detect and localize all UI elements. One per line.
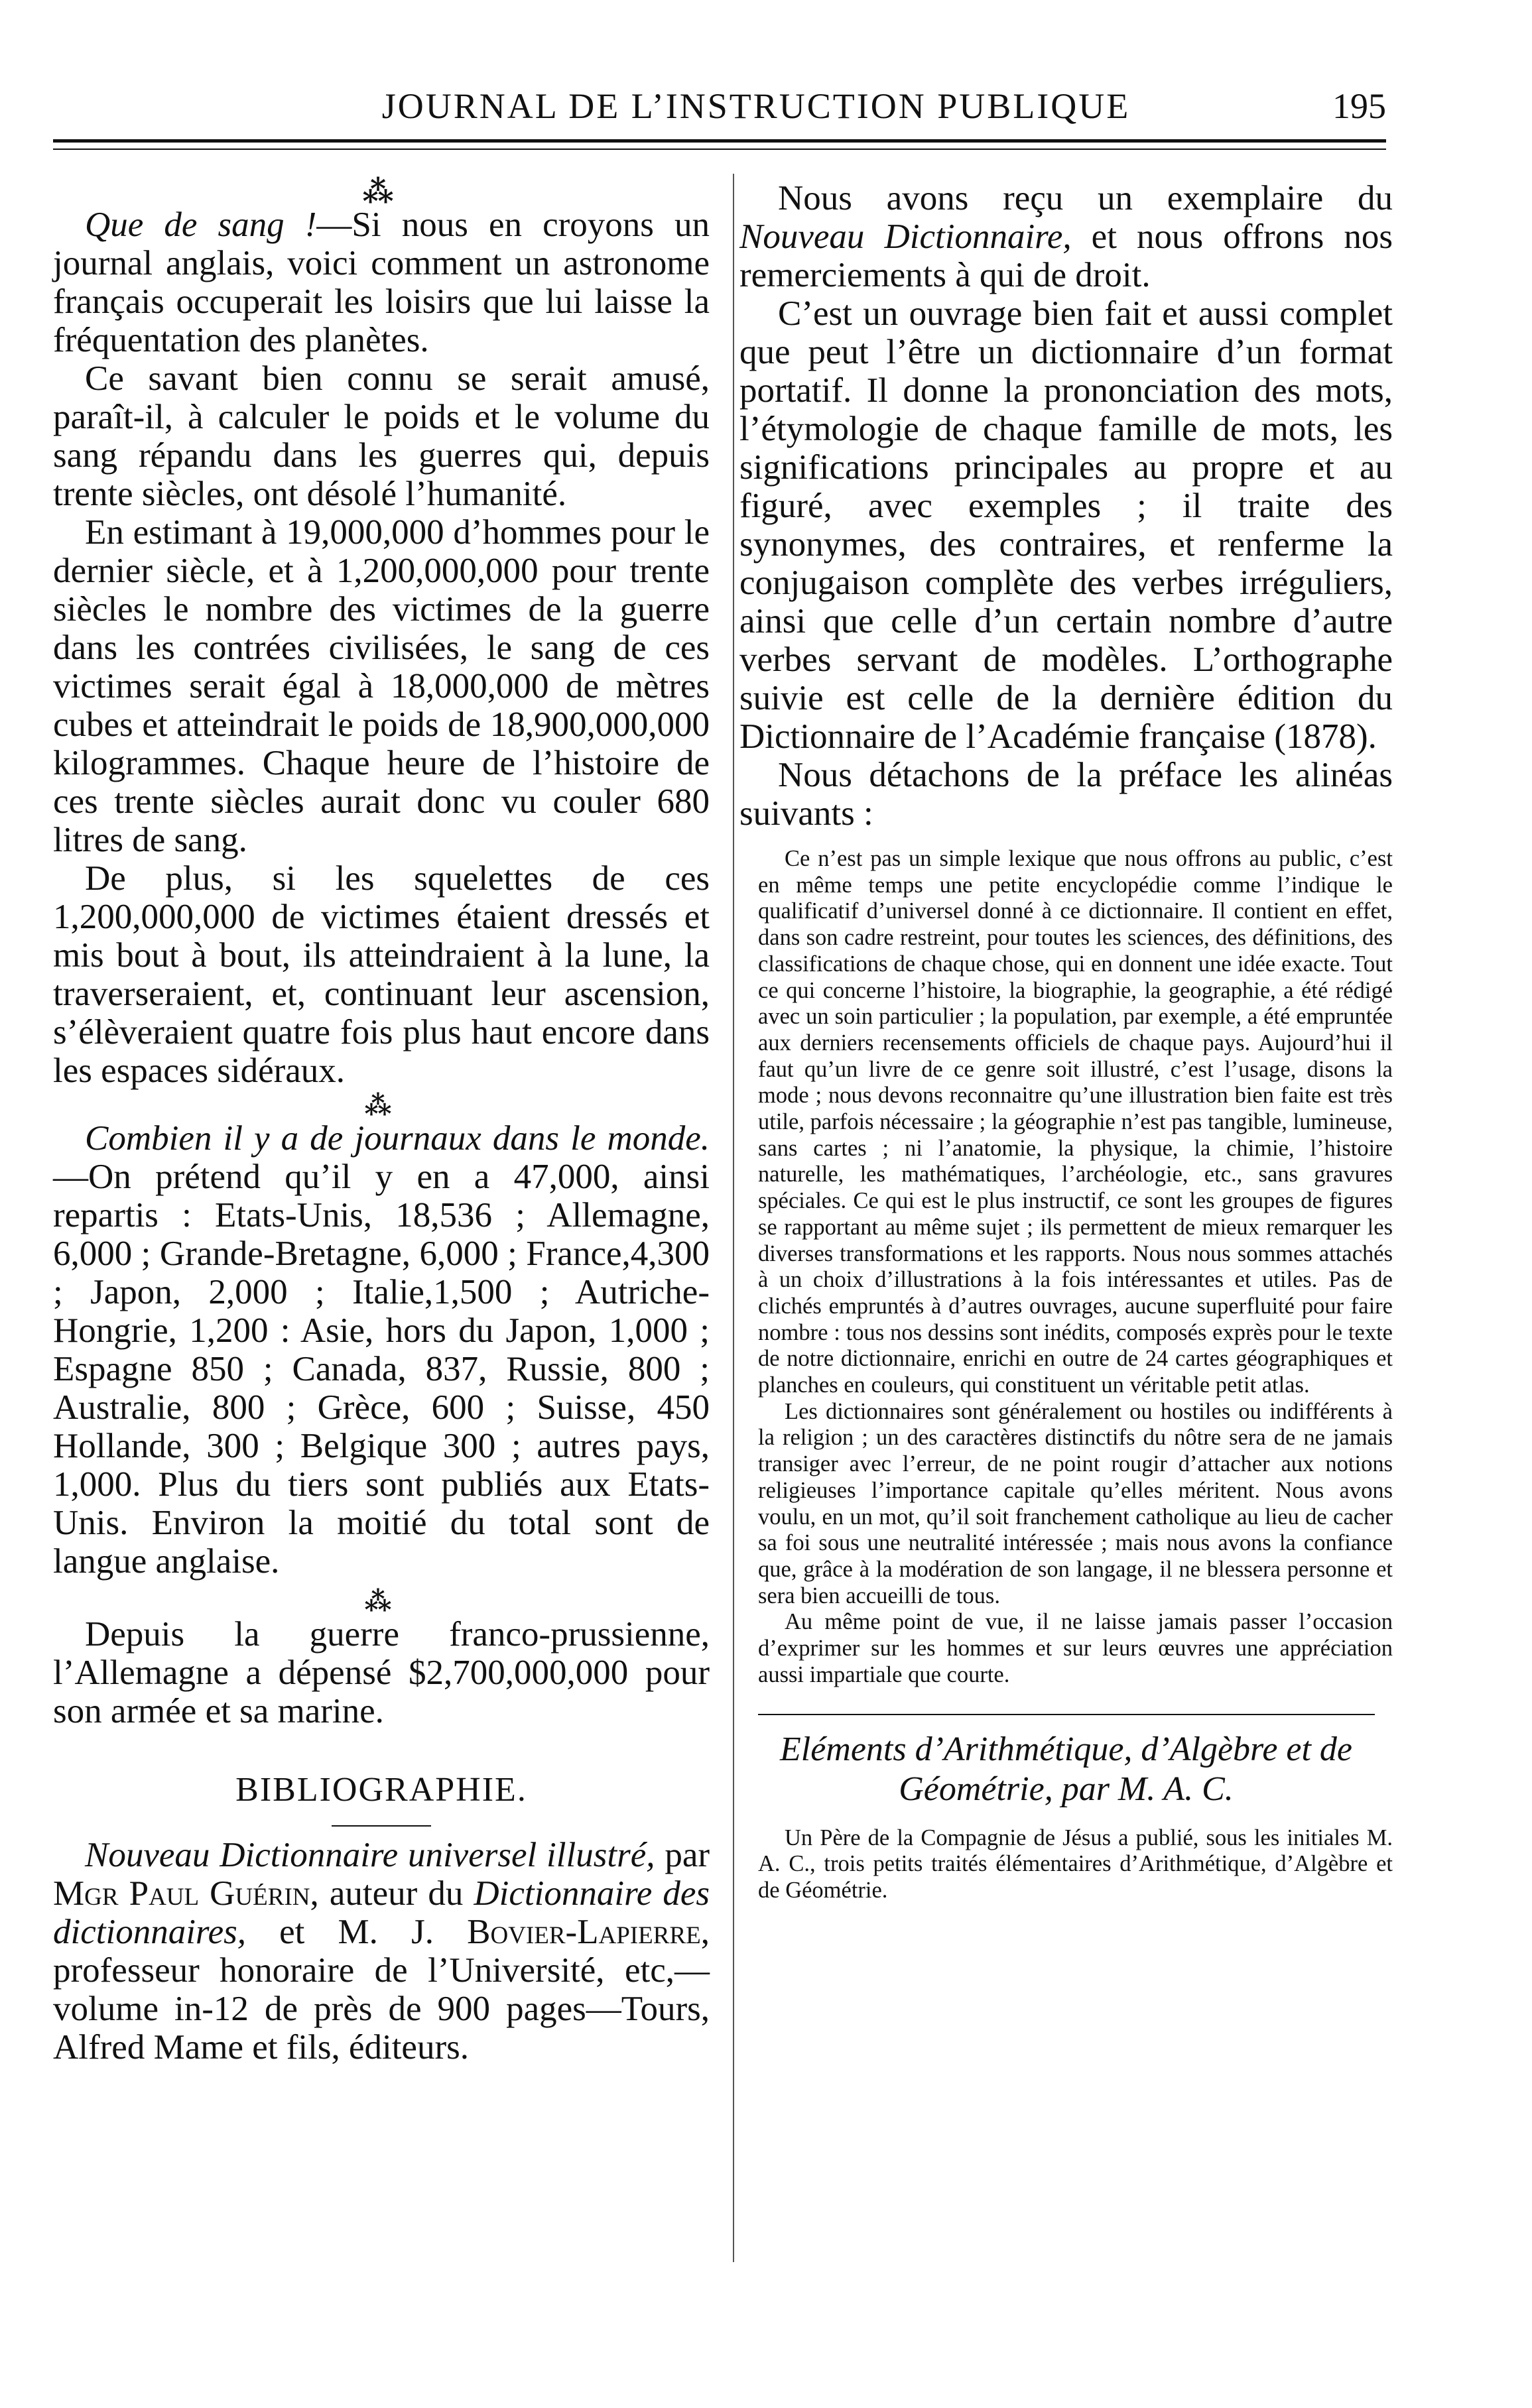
- section-rule: [758, 1714, 1375, 1715]
- biblio-end: , professeur honoraire de l’Université, etc,—volume in-12 de près de 900 pages—Tours, Alfred Mame et fils, éditeurs.: [53, 1913, 710, 2067]
- bibliographie-entry: [53, 1836, 710, 2067]
- biblio-par: par: [655, 1836, 710, 1874]
- article-journaux: [53, 1119, 710, 1581]
- review-p1-a: Nous avons reçu un exemplaire du: [778, 179, 1393, 217]
- right-column: [739, 179, 1393, 1904]
- preface-quote-3: Au même point de vue, il ne laisse jamais passer l’occasion d’exprimer sur les hommes et sur leurs œuvres une appréciation aussi impartiale que courte.: [758, 1609, 1393, 1687]
- biblio-title: Nouveau Dictionnaire universel illustré,: [85, 1836, 655, 1874]
- asterism: ⁂: [364, 1587, 399, 1616]
- article-sang-p3: En estimant à 19,000,000 d’hommes pour le dernier siècle, et à 1,200,000,000 pour trente siècles le nombre des victimes de la guerre dans les contrées civilisées, le sang de ces victimes serait égal à 18,000,000 de mètres cubes et atteindrait le poids de 18,900,000,000 kilogrammes. Chaque heure de l’histoire de ces trente siècles aurait donc vu couler 680 litres de sang.: [53, 513, 710, 859]
- asterism: ⁂: [364, 1091, 399, 1120]
- page-header: [53, 80, 1386, 133]
- preface-quote-2: Les dictionnaires sont généralement ou hostiles ou indifférents à la religion ; un des caractères distinctifs du nôtre sera de ne jamais transiger avec l’erreur, de ne point rougir d’attacher aux notions religieuses l’importance capitale qu’elles méritent. Nous avons voulu, en un mot, qu’il soit franchement catholique au lieu de cacher sa foi sous une neutralité intéressée ; mais nous avons la confiance que, grâce à la modération de son langage, il ne blessera personne et sera bien accueilli de tous.: [758, 1398, 1393, 1608]
- left-column: [53, 175, 710, 2067]
- arithmetique-text: Un Père de la Compagnie de Jésus a publié, sous les initiales M. A. C., trois petits traités élémentaires d’Arithmétique, d’Algèbre et de Géométrie.: [758, 1825, 1393, 1903]
- biblio-et: et M. J.: [245, 1913, 468, 1951]
- article-allemagne: Depuis la guerre franco-prussienne, l’Allemagne a dépensé $2,700,000,000 pour son armée et sa marine.: [53, 1615, 710, 1730]
- page-number: 195: [1332, 86, 1386, 126]
- article-sang-p2: Ce savant bien connu se serait amusé, paraît-il, à calculer le poids et le volume du sang répandu dans les guerres qui, depuis trente siècles, ont désolé l’humanité.: [53, 359, 710, 513]
- article-sang-intro: [53, 206, 710, 359]
- biblio-mid: , auteur du: [310, 1874, 474, 1913]
- review-p2: C’est un ouvrage bien fait et aussi complet que peut l’être un dictionnaire d’un format portatif. Il donne la prononciation des mots, l’étymologie de chaque famille de mots, les significations principales au propre et au figuré, avec exemples ; il traite des synonymes, des contraires, et renferme la conjugaison complète des verbes irréguliers, ainsi que celle d’un certain nombre d’autre verbes servant de modèles. L’orthographe suivie est celle de la dernière édition du Dictionnaire de l’Académie française (1878).: [739, 294, 1393, 756]
- article-journaux-title: Combien il y a de journaux dans le monde.: [85, 1119, 710, 1158]
- header-rule-thin: [53, 149, 1386, 150]
- header-rule-thick: [53, 139, 1386, 143]
- review-p1-b: et nous offrons nos remerciements à qui de droit.: [739, 217, 1393, 294]
- preface-quote-1: Ce n’est pas un simple lexique que nous offrons au public, c’est en même temps une petite encyclopédie comme l’indique le qualificatif d’universel donné à ce dictionnaire. Il contient en effet, dans son cadre restreint, pour toutes les sciences, des définitions, des classifications de chaque chose, qui en donnent une idée exacte. Tout ce qui concerne l’histoire, la biographie, la geographie, a été rédigé avec un soin particulier ; la population, par exemple, a été empruntée aux derniers recensements officiels de chaque pays. Aujourd’hui il faut qu’un livre de ce genre soit illustré, c’est l’usage, disons la mode ; nous devons reconnaitre qu’une illustration bien faite est très utile, parfois nécessaire ; la géographie n’est pas tangible, lumineuse, sans cartes ; ni l’anatomie, la physique, la chimie, l’histoire naturelle, les mathématiques, l’archéologie, etc., sans gravures spéciales. Ce qui est le plus instructif, ce sont les groupes de figures se rapportant au même sujet ; ils permettent de mieux remarquer les diverses transformations et les rapports. Nous nous sommes attachés à un choix d’illustrations à la fois intéressantes et utiles. Pas de clichés empruntés à d’autres ouvrages, aucune superfluité pour faire nombre : tous nos dessins sont inédits, composés exprès pour le texte de notre dictionnaire, enrichi en outre de 24 cartes géographiques et planches en couleurs, qui constituent un véritable petit atlas.: [758, 846, 1393, 1398]
- biblio-author1: Mgr Paul Guérin: [53, 1874, 310, 1913]
- review-p1: [739, 179, 1393, 294]
- asterism: ⁂: [362, 175, 401, 209]
- arithmetique-title: Eléments d’Arithmétique, d’Algèbre et de Géométrie, par M. A. C.: [779, 1730, 1353, 1808]
- article-sang-p4: De plus, si les squelettes de ces 1,200,000,000 de victimes étaient dressés et mis bout à bout, ils atteindraient à la lune, la traverseraient, et, continuant leur ascension, s’élèveraient quatre fois plus haut encore dans les espaces sidéraux.: [53, 859, 710, 1090]
- running-title: JOURNAL DE L’INSTRUCTION PUBLIQUE: [381, 86, 1131, 126]
- short-rule: [332, 1825, 431, 1827]
- review-p3: Nous détachons de la préface les alinéas suivants :: [739, 756, 1393, 833]
- column-divider: [733, 174, 734, 2262]
- article-sang-title: Que de sang !: [85, 206, 317, 244]
- bibliographie-heading: BIBLIOGRAPHIE.: [235, 1771, 527, 1809]
- article-sang-text: —Si nous en croyons un journal anglais, voici comment un astronome français occuperait les loisirs que lui laisse la fréquentation des planètes.: [53, 206, 710, 359]
- review-p1-italic: Nouveau Dictionnaire,: [739, 217, 1072, 256]
- biblio-work: Dictionnaire des dictionnaires,: [53, 1874, 710, 1951]
- article-journaux-text: —On prétend qu’il y en a 47,000, ainsi repartis : Etats-Unis, 18,536 ; Allemagne, 6,000 ; Grande-Bretagne, 6,000 ; France,4,300 ; Japon, 2,000 ; Italie,1,500 ; Autriche-Hongrie, 1,200 : Asie, hors du Japon, 1,000 ; Espagne 850 ; Canada, 837, Russie, 800 ; Australie, 800 ; Grèce, 600 ; Suisse, 450 Hollande, 300 ; Belgique 300 ; autres pays, 1,000. Plus du tiers sont publiés aux Etats-Unis. Environ la moitié du total sont de langue anglaise.: [53, 1158, 710, 1581]
- biblio-author2: Bovier-Lapierre: [467, 1913, 701, 1951]
